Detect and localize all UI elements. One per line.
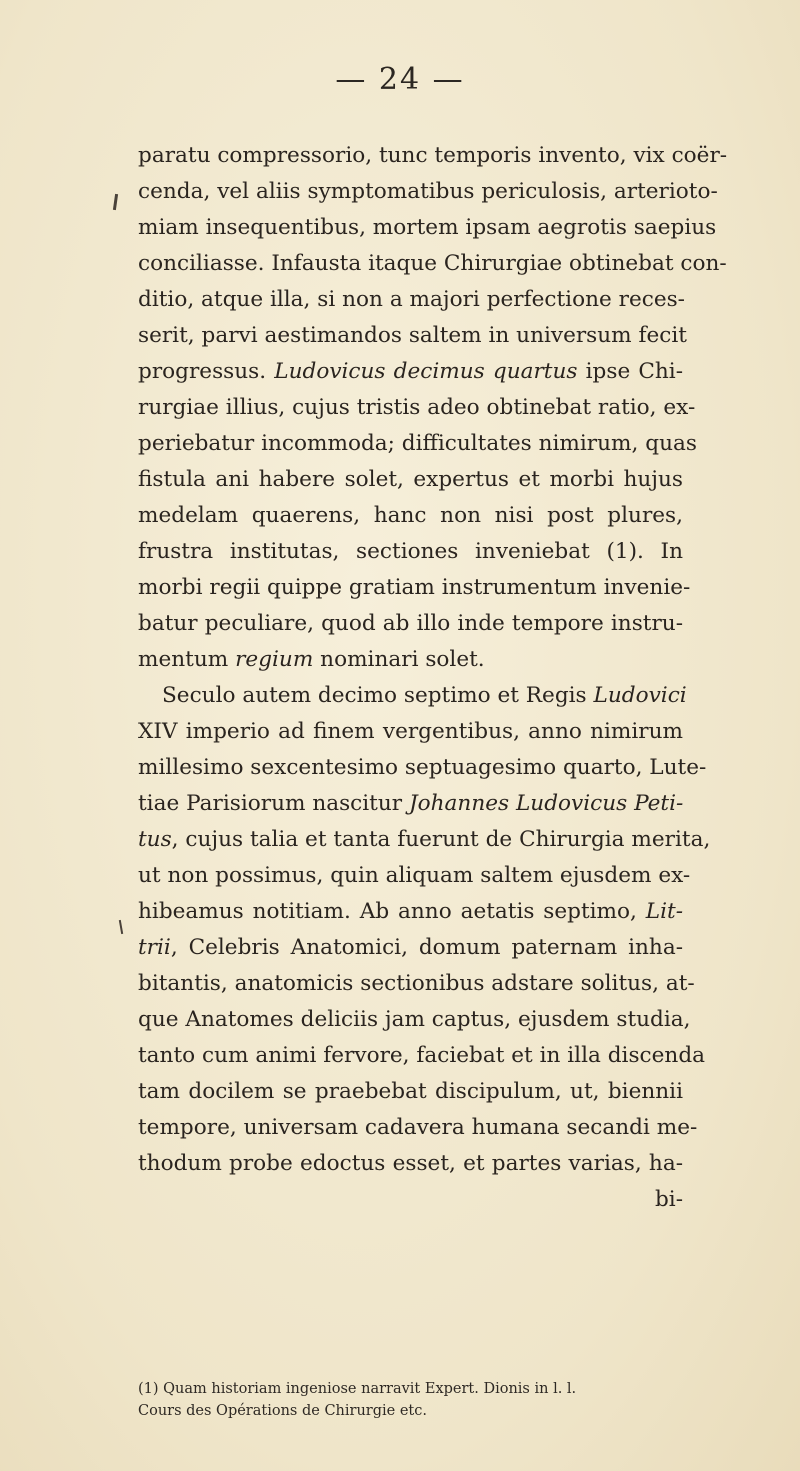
text-line: mentum regium nominari solet. <box>138 647 485 672</box>
text-line: morbi regii quippe gratiam instrumentum invenie- <box>138 575 691 600</box>
italic-name: Ludovicus decimus quartus <box>274 359 578 384</box>
catchword: bi- <box>654 1187 683 1212</box>
italic-term: regium <box>235 647 314 672</box>
text-line: cenda, vel aliis symptomatibus periculosis, arterioto- <box>138 179 718 204</box>
margin-mark <box>119 920 123 934</box>
margin-mark <box>113 194 118 210</box>
italic-name: trii <box>138 935 171 960</box>
text-line: tiae Parisiorum nascitur Johannes Ludovicus Peti- <box>138 791 684 816</box>
text-line: thodum probe edoctus esset, et partes varias, ha- <box>138 1151 683 1176</box>
italic-name: Johannes Ludovicus Peti- <box>408 791 684 816</box>
text-line: serit, parvi aestimandos saltem in universum fecit <box>138 323 687 348</box>
text-line: XIV imperio ad finem vergentibus, anno nimirum <box>138 719 683 744</box>
text-line: ut non possimus, quin aliquam saltem ejusdem ex- <box>138 863 691 888</box>
footnote <box>138 1378 683 1422</box>
text-line: tanto cum animi fervore, faciebat et in illa discenda <box>138 1043 706 1068</box>
text-line: millesimo sexcentesimo septuagesimo quarto, Lute- <box>138 755 707 780</box>
text-line: periebatur incommoda; difficultates nimirum, quas <box>138 431 697 456</box>
text-line: fistula ani habere solet, expertus et morbi hujus <box>138 467 683 492</box>
text-line: tempore, universam cadavera humana secandi me- <box>138 1115 698 1140</box>
text-line: progressus. Ludovicus decimus quartus ipse Chi- <box>138 359 684 384</box>
footnote-line: (1) Quam historiam ingeniose narravit Expert. Dionis in l. l. <box>138 1381 577 1397</box>
text-line: conciliasse. Infausta itaque Chirurgiae obtinebat con- <box>138 251 727 276</box>
text-line: hibeamus notitiam. Ab anno aetatis septimo, Lit- <box>138 899 683 924</box>
italic-name: Lit- <box>645 899 683 924</box>
text-line: paratu compressorio, tunc temporis invento, vix coër- <box>138 143 728 168</box>
main-text <box>138 138 728 1218</box>
text-line: rurgiae illius, cujus tristis adeo obtinebat ratio, ex- <box>138 395 696 420</box>
italic-name: Ludovici <box>593 683 687 708</box>
text-line: medelam quaerens, hanc non nisi post plures, <box>138 503 683 528</box>
text-line: frustra institutas, sectiones inveniebat (1). In <box>138 539 683 564</box>
text-line: trii, Celebris Anatomici, domum paternam inha- <box>138 935 683 960</box>
text-line: tus, cujus talia et tanta fuerunt de Chirurgia merita, <box>138 827 711 852</box>
text-line: Seculo autem decimo septimo et Regis Ludovici <box>162 683 687 708</box>
text-line: miam insequentibus, mortem ipsam aegrotis saepius <box>138 215 717 240</box>
text-line: ditio, atque illa, si non a majori perfectione reces- <box>138 287 685 312</box>
page-number-header: — 24 — <box>335 62 465 97</box>
italic-name: tus <box>138 827 172 852</box>
text-line: bitantis, anatomicis sectionibus adstare solitus, at- <box>138 971 695 996</box>
text-line: batur peculiare, quod ab illo inde tempore instru- <box>138 611 683 636</box>
footnote-line: Cours des Opérations de Chirurgie etc. <box>138 1403 427 1419</box>
text-line: tam docilem se praebebat discipulum, ut, biennii <box>138 1079 683 1104</box>
text-line: que Anatomes deliciis jam captus, ejusdem studia, <box>138 1007 691 1032</box>
